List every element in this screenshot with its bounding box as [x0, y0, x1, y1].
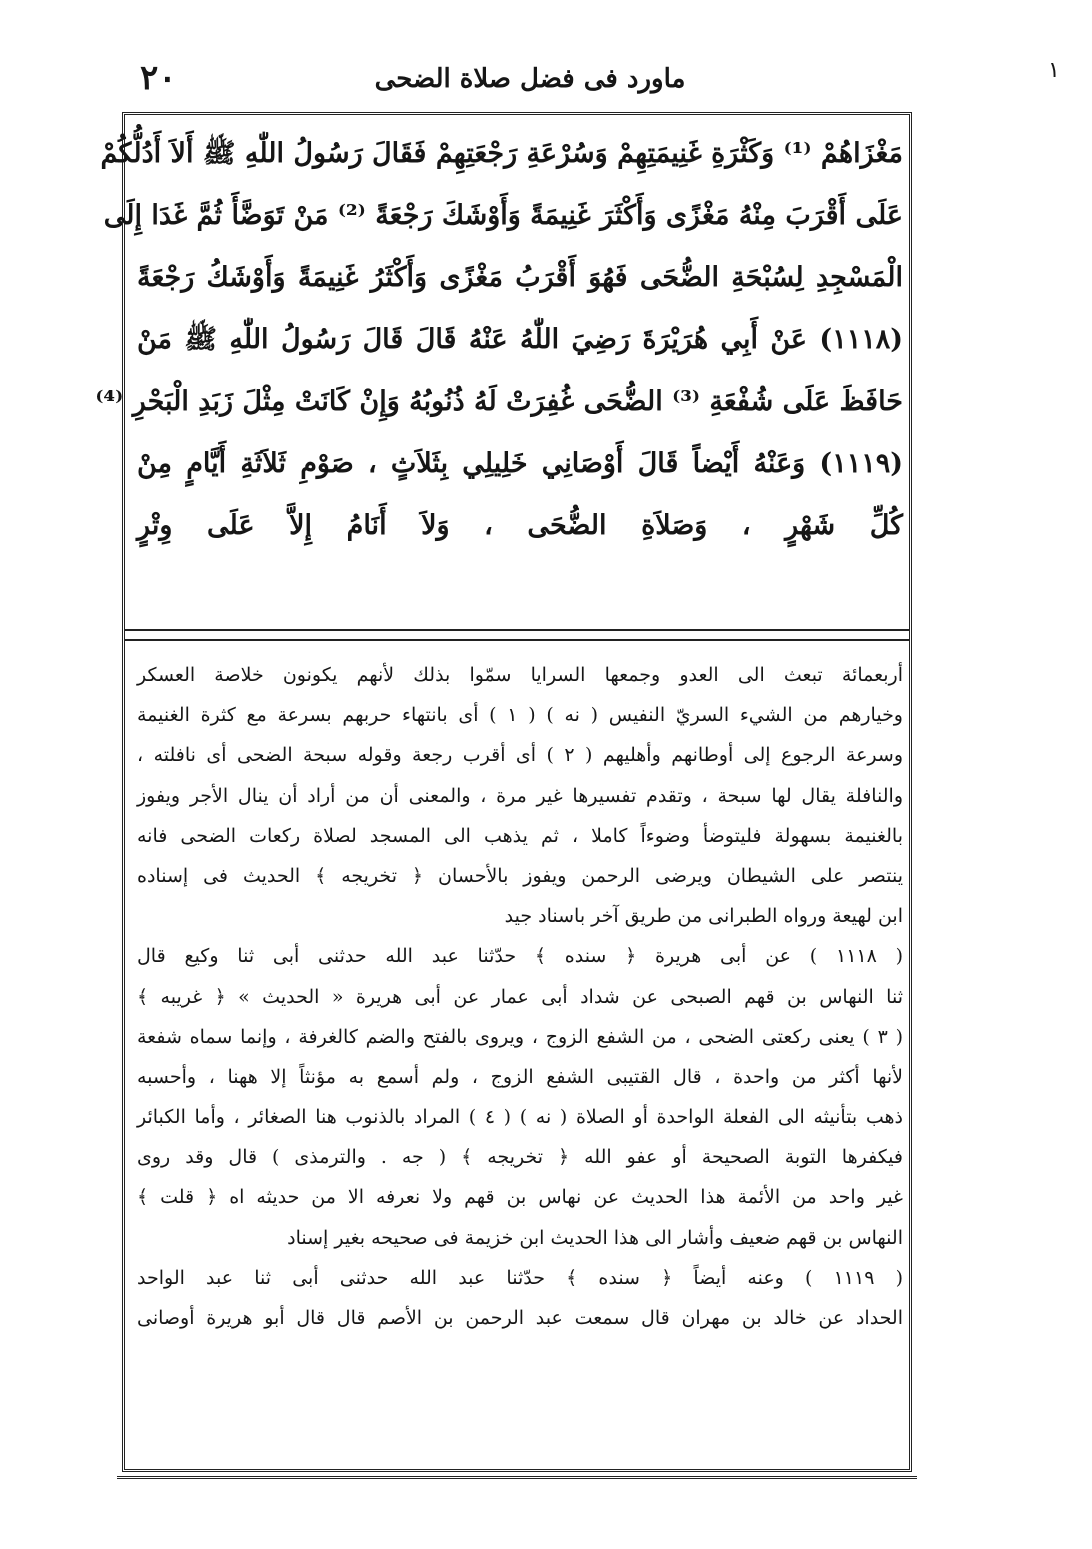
- hadith-line: (١١١٨) عَنْ أَبِي هُرَيْرَةَ رَضِيَ اللّٰهُ عَنْهُ قَالَ قَالَ رَسُولُ اللّٰهِ ﷺ مَنْ: [137, 324, 903, 355]
- commentary-line: وخيارهم من الشيء السريّ النفيس ( نه ) ( ١ ) أى بانتهاء حربهم بسرعة مع كثرة الغنيمة: [137, 704, 903, 727]
- commentary-line: ( ١١١٩ ) وعنه أيضاً ﴿ سنده ﴾ حدّثنا عبد الله حدثنى أبى ثنا عبد الواحد: [137, 1266, 903, 1289]
- commentary-line: النهاس بن قهم ضعيف وأشار الى هذا الحديث ابن خزيمة فى صحيحه بغير إسناد: [287, 1226, 903, 1249]
- hadith-line: الْمَسْجِدِ لِسُبْحَةِ الضُّحَى فَهُوَ أَقْرَبُ مَغْزًى وَأَكْثَرُ غَنِيمَةً وَأَوْشَكُ رَجْعَةً: [137, 262, 903, 293]
- hadith-line: (١١١٩) وَعَنْهُ أَيْضاً قَالَ أَوْصَانِي خَلِيلِي بِثَلاَثٍ ، صَوْمِ ثَلاَثَةِ أَيَّامٍ مِنْ: [137, 448, 903, 479]
- commentary-block: [137, 655, 903, 1455]
- commentary-line: ذهب بتأنيثه الى الفعلة الواحدة أو الصلاة ( نه ) ( ٤ ) المراد بالذنوب هنا الصغائر ، وأما الكبائر: [137, 1106, 903, 1129]
- hadith-line: مَغْزَاهُمْ ⁽¹⁾ وَكَثْرَةِ غَنِيمَتِهِمْ وَسُرْعَةِ رَجْعَتِهِمْ فَقَالَ رَسُولُ اللّٰهِ ﷺ أَلاَ أَدُلُّكُمْ: [100, 138, 903, 169]
- page-number: ٢٠: [140, 58, 177, 98]
- commentary-line: الحداد عن خالد بن مهران قال سمعت عبد الرحمن بن الأصم قال قال أبو هريرة أوصانى: [137, 1307, 903, 1329]
- commentary-line: فيكفرها التوبة الصحيحة أو عفو الله ﴿ تخريجه ﴾ ( جه . والترمذى ) قال وقد روى: [137, 1146, 903, 1169]
- commentary-line: والنافلة يقال لها سبحة ، وتقدم تفسيرها غير مرة ، والمعنى أن من أراد أن ينال الأجر ويفوز: [137, 784, 903, 807]
- page-frame: [95, 112, 912, 1472]
- hadith-line: حَافَظَ عَلَى شُفْعَةِ ⁽³⁾ الضُّحَى غُفِرَتْ لَهُ ذُنُوبُهُ وَإِنْ كَانَتْ مِثْلَ زَبَدِ الْبَحْرِ ⁽⁴⁾: [95, 386, 903, 417]
- side-mark: ١: [1048, 58, 1060, 83]
- running-title: ماورد فى فضل صلاة الضحى: [374, 64, 686, 94]
- commentary-line: ( ٣ ) يعنى ركعتى الضحى ، من الشفع الزوج ، ويروى بالفتح والضم كالغرفة ، وإنما سماه شفعة: [137, 1025, 904, 1048]
- commentary-line: غير واحد من الأئمة هذا الحديث عن نهاس بن قهم ولا نعرفه الا من حديثه اه ﴿ قلت ﴾: [137, 1186, 903, 1209]
- commentary-line: ينتصر على الشيطان ويرضى الرحمن ويفوز بالأحسان ﴿ تخريجه ﴾ الحديث فى إسناده: [137, 864, 903, 887]
- commentary-line: بالغنيمة بسهولة فليتوضأ وضوءاً كاملا ، ثم يذهب الى المسجد لصلاة ركعات الضحى فانه: [137, 824, 903, 847]
- commentary-line: ابن لهيعة ورواه الطبرانى من طريق آخر باسناد جيد: [504, 905, 903, 928]
- hadith-line: عَلَى أَقْرَبَ مِنْهُ مَغْزًى وَأَكْثَرَ غَنِيمَةً وَأَوْشَكَ رَجْعَةً ⁽²⁾ مَنْ تَوَضَّأَ ثُمَّ غَدَا إِلَى: [103, 200, 903, 231]
- commentary-line: ( ١١١٨ ) عن أبى هريرة ﴿ سنده ﴾ حدّثنا عبد الله حدثنى أبى ثنا وكيع قال: [137, 945, 904, 968]
- commentary-line: ثنا النهاس بن قهم الصبحى عن شداد أبى عمار عن أبى هريرة « الحديث » ﴿ غريبه ﴾: [137, 985, 903, 1008]
- commentary-line: أربعمائة تبعث الى العدو وجمعها السرايا سمّوا بذلك لأنهم يكونون خلاصة العسكر: [137, 664, 903, 686]
- section-divider: [125, 629, 909, 641]
- page-header: [0, 58, 1092, 108]
- commentary-line: وسرعة الرجوع إلى أوطانهم وأهليهم ( ٢ ) أى أقرب رجعة وقوله سبحة الضحى أى نافلته ،: [137, 744, 904, 767]
- commentary-line: لأنها أكثر من واحدة ، قال القتيبى الشفع الزوج ، ولم أسمع به مؤنثاً إلا ههنا ، وأحسبه: [137, 1065, 903, 1088]
- hadith-text-block: [95, 123, 903, 623]
- hadith-line: كُلِّ شَهْرٍ ، وَصَلاَةِ الضُّحَى ، وَلاَ أَنَامُ إِلاَّ عَلَى وِتْرٍ: [137, 510, 903, 541]
